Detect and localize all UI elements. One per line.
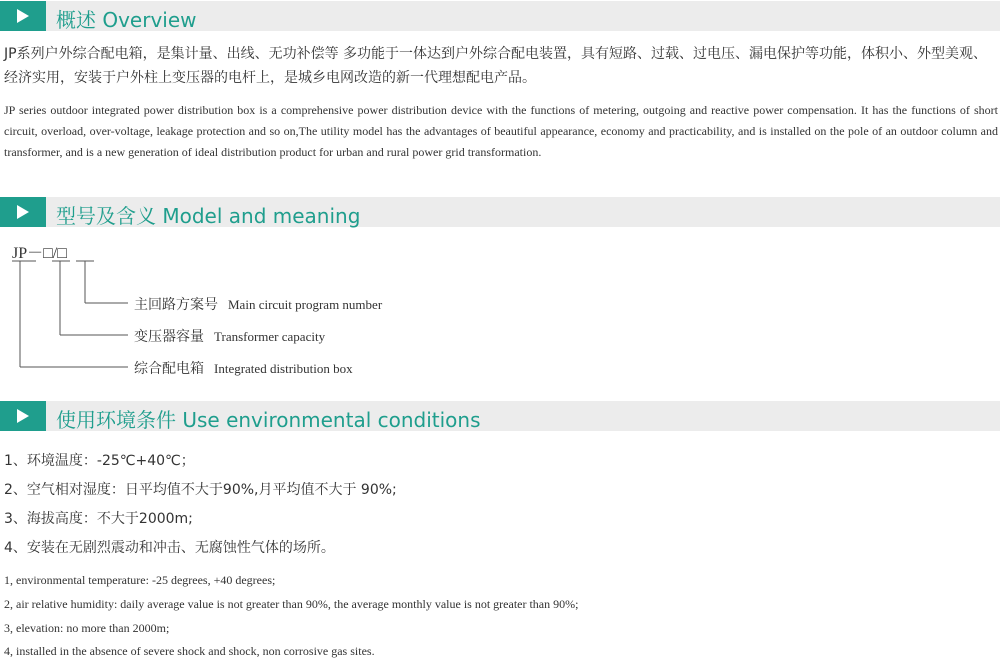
section-header-overview <box>0 1 1000 31</box>
model-item <box>134 358 353 378</box>
section-title-conditions: 使用环境条件 Use environmental conditions <box>56 408 481 432</box>
play-arrow-icon <box>0 197 46 227</box>
section-title-model: 型号及含义 Model and meaning <box>56 204 361 228</box>
section-title-overview: 概述 Overview <box>56 8 197 32</box>
condition-item-cn: 2、空气相对湿度：日平均值不大于90%,月平均值不大于 90%; <box>4 482 397 498</box>
condition-item-en: 2, air relative humidity: daily average value is not greater than 90%, the average monthly value is not greater than 90%; <box>4 597 579 611</box>
model-item <box>134 294 382 314</box>
model-item-en: Transformer capacity <box>214 329 326 344</box>
model-item-en: Integrated distribution box <box>214 361 353 376</box>
section-header-model <box>0 197 1000 227</box>
model-item-cn: 变压器容量 <box>134 329 204 345</box>
model-meaning-diagram <box>0 235 140 375</box>
model-item-en: Main circuit program number <box>228 297 383 312</box>
condition-item-en: 3, elevation: no more than 2000m; <box>4 621 170 635</box>
model-item-cn: 主回路方案号 <box>134 297 218 313</box>
condition-item-en: 4, installed in the absence of severe shock and shock, non corrosive gas sites. <box>4 644 375 658</box>
play-arrow-icon <box>0 1 46 31</box>
overview-text-cn: JP系列户外综合配电箱，是集计量、出线、无功补偿等 多功能于一体达到户外综合配电装置，具有短路、过载、过电压、漏电保护等功能，体积小、外型美观、经济实用，安装于户外柱上变压器的电杆上，是城乡电网改造的新一代理想配电产品。 <box>4 46 988 86</box>
condition-item-cn: 4、安装在无剧烈震动和冲击、无腐蚀性气体的场所。 <box>4 540 335 556</box>
condition-item-en: 1, environmental temperature: -25 degrees, +40 degrees; <box>4 573 276 587</box>
condition-item-cn: 3、海拔高度：不大于2000m; <box>4 511 193 527</box>
condition-item-cn: 1、环境温度：-25℃+40℃； <box>4 453 195 469</box>
model-item <box>134 326 325 346</box>
overview-text-en: JP series outdoor integrated power distribution box is a comprehensive power distribution device with the functions of metering, outgoing and reactive power compensation. It has the functions of short circuit, overload, over-voltage, leakage protection and so on,The utility model has the advantages of beautiful appearance, economy and practicability, and is installed on the pole of an outdoor column and transformer, and is a new generation of ideal distribution product for urban and rural power grid transformation. <box>4 103 998 159</box>
model-code: JP－□/□ <box>12 245 67 262</box>
model-item-cn: 综合配电箱 <box>134 361 204 377</box>
section-header-conditions <box>0 401 1000 431</box>
play-arrow-icon <box>0 401 46 431</box>
